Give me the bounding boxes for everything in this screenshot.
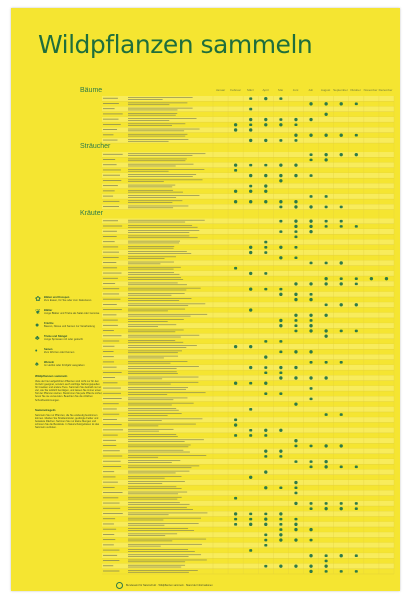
- harvest-mark: [279, 533, 282, 536]
- harvest-mark: [234, 434, 237, 437]
- harvest-mark: [310, 159, 313, 162]
- harvest-mark: [310, 460, 313, 463]
- harvest-mark: [279, 200, 282, 203]
- harvest-mark: [249, 518, 252, 521]
- harvest-mark: [264, 200, 267, 203]
- harvest-mark: [279, 486, 282, 489]
- harvest-mark: [355, 330, 358, 333]
- harvest-mark: [264, 533, 267, 536]
- harvest-mark: [279, 118, 282, 121]
- harvest-mark: [340, 502, 343, 505]
- legend-title: Blätter: [44, 309, 53, 312]
- harvest-mark: [310, 466, 313, 469]
- legend-text: Junge Sprossen roh oder gekocht: [44, 338, 83, 342]
- harvest-mark: [249, 123, 252, 126]
- harvest-mark: [264, 174, 267, 177]
- harvest-mark: [294, 282, 297, 285]
- month-8: September: [333, 88, 348, 92]
- legend-title: Samen: [44, 348, 53, 351]
- harvest-mark: [249, 523, 252, 526]
- legend-text: Zum Würzen oder Keimen: [44, 351, 75, 355]
- harvest-mark: [249, 185, 252, 188]
- legend-title: Wurzeln: [44, 361, 55, 364]
- harvest-mark: [249, 476, 252, 479]
- harvest-mark: [309, 102, 312, 105]
- harvest-mark: [324, 277, 327, 280]
- harvest-mark: [249, 164, 252, 167]
- harvest-mark: [249, 246, 252, 249]
- harvest-mark: [294, 293, 297, 296]
- sprout-icon: ♣: [35, 335, 40, 342]
- harvest-mark: [294, 134, 297, 137]
- harvest-mark: [279, 220, 282, 223]
- harvest-mark: [234, 497, 237, 500]
- harvest-mark: [324, 507, 327, 510]
- harvest-mark: [309, 205, 312, 208]
- harvest-mark: [355, 277, 358, 280]
- harvest-mark: [249, 97, 252, 100]
- harvest-mark: [249, 139, 252, 142]
- harvest-mark: [249, 366, 252, 369]
- harvest-mark: [355, 103, 358, 106]
- harvest-mark: [279, 230, 282, 233]
- harvest-mark: [340, 261, 343, 264]
- harvest-mark: [310, 174, 313, 177]
- harvest-mark: [340, 361, 343, 364]
- harvest-mark: [264, 97, 267, 100]
- harvest-mark: [249, 382, 252, 385]
- month-4: Mai: [278, 88, 283, 92]
- harvest-mark: [294, 324, 297, 327]
- harvest-mark: [279, 256, 282, 259]
- harvest-mark: [324, 102, 327, 105]
- section-title-1: Sträucher: [80, 143, 111, 151]
- harvest-mark: [279, 528, 282, 531]
- harvest-mark: [294, 402, 297, 405]
- harvest-mark: [355, 570, 358, 573]
- harvest-mark: [294, 123, 297, 126]
- harvest-mark: [325, 554, 328, 557]
- harvest-mark: [340, 444, 343, 447]
- harvest-mark: [385, 277, 388, 280]
- harvest-mark: [234, 512, 237, 515]
- harvest-mark: [264, 118, 267, 121]
- harvest-mark: [294, 236, 297, 239]
- harvest-mark: [310, 398, 313, 401]
- harvest-mark: [249, 345, 252, 348]
- harvest-mark: [234, 345, 237, 348]
- harvest-mark: [309, 298, 312, 301]
- harvest-mark: [234, 423, 237, 426]
- harvest-mark: [294, 163, 297, 166]
- harvest-mark: [234, 518, 237, 521]
- harvest-mark: [264, 371, 267, 374]
- harvest-mark: [309, 225, 312, 228]
- harvest-mark: [249, 434, 252, 437]
- harvest-mark: [325, 361, 328, 364]
- harvest-mark: [309, 134, 312, 137]
- harvest-mark: [264, 470, 267, 473]
- harvest-mark: [234, 382, 237, 385]
- harvest-mark: [325, 502, 328, 505]
- harvest-mark: [355, 507, 358, 510]
- harvest-mark: [249, 272, 252, 275]
- harvest-mark: [234, 418, 237, 421]
- harvest-mark: [294, 486, 297, 489]
- harvest-mark: [309, 282, 312, 285]
- harvest-mark: [279, 518, 282, 521]
- harvest-mark: [279, 288, 282, 291]
- harvest-mark: [264, 565, 267, 568]
- harvest-mark: [264, 190, 267, 193]
- harvest-mark: [324, 158, 327, 161]
- harvest-mark: [294, 538, 297, 541]
- harvest-mark: [279, 174, 282, 177]
- seed-icon: •: [35, 348, 38, 355]
- harvest-mark: [234, 267, 237, 270]
- harvest-mark: [264, 123, 267, 126]
- harvest-mark: [249, 513, 252, 516]
- harvest-mark: [355, 554, 358, 557]
- harvest-mark: [340, 303, 343, 306]
- harvest-mark: [340, 102, 343, 105]
- info-text: Sammeln Sie nur Pflanzen, die Sie eindeutig bestimmen können. Meiden Sie Straßenränder, gedüngte Felder und belastete Flächen. Nehmen Sie nur kleine Mengen und schonen Sie die Bestände. In Naturschutzgebieten ist das Sammeln verboten.: [35, 413, 100, 430]
- harvest-mark: [279, 340, 282, 343]
- legend-title: Triebe und Stängel: [44, 335, 68, 338]
- harvest-mark: [355, 153, 358, 156]
- harvest-mark: [309, 528, 312, 531]
- harvest-mark: [264, 251, 267, 254]
- harvest-mark: [355, 466, 358, 469]
- harvest-mark: [294, 298, 297, 301]
- harvest-mark: [340, 225, 343, 228]
- harvest-mark: [279, 366, 282, 369]
- harvest-mark: [279, 376, 282, 379]
- harvest-mark: [279, 512, 282, 515]
- harvest-mark: [279, 449, 282, 452]
- harvest-mark: [279, 429, 282, 432]
- harvest-mark: [340, 330, 343, 333]
- harvest-mark: [325, 570, 328, 573]
- harvest-mark: [264, 392, 267, 395]
- harvest-mark: [310, 507, 313, 510]
- harvest-mark: [294, 518, 297, 521]
- legend-column: [35, 296, 103, 429]
- logo-icon: [116, 582, 123, 589]
- harvest-mark: [309, 324, 312, 327]
- harvest-mark: [310, 445, 313, 448]
- month-9: Oktober: [350, 88, 361, 92]
- legend-item: [35, 348, 103, 355]
- harvest-mark: [234, 523, 237, 526]
- harvest-mark: [294, 481, 297, 484]
- harvest-mark: [310, 293, 313, 296]
- harvest-mark: [340, 507, 343, 510]
- harvest-mark: [294, 225, 297, 228]
- harvest-mark: [324, 460, 327, 463]
- harvest-mark: [249, 108, 252, 111]
- harvest-mark: [325, 206, 328, 209]
- harvest-mark: [234, 169, 237, 172]
- harvest-mark: [264, 544, 267, 547]
- harvest-mark: [355, 225, 358, 228]
- harvest-mark: [264, 246, 267, 249]
- harvest-mark: [264, 355, 267, 358]
- harvest-mark: [264, 513, 267, 516]
- month-10: November: [363, 88, 378, 92]
- harvest-mark: [264, 164, 267, 167]
- harvest-mark: [310, 195, 313, 198]
- harvest-mark: [279, 455, 282, 458]
- harvest-mark: [279, 324, 282, 327]
- harvest-mark: [309, 329, 312, 332]
- month-5: Juni: [292, 88, 299, 92]
- harvest-mark: [234, 200, 237, 203]
- harvest-mark: [294, 219, 297, 222]
- harvest-mark: [294, 564, 297, 567]
- harvest-mark: [310, 319, 313, 322]
- month-0: Januar: [215, 88, 226, 92]
- harvest-mark: [294, 439, 297, 442]
- harvest-mark: [294, 366, 297, 369]
- section-title-0: Bäume: [80, 87, 103, 94]
- harvest-mark: [264, 340, 267, 343]
- harvest-mark: [279, 392, 282, 395]
- harvest-mark: [340, 282, 343, 285]
- month-header: [213, 88, 393, 94]
- harvest-mark: [279, 564, 282, 567]
- harvest-mark: [324, 113, 327, 116]
- harvest-mark: [249, 174, 252, 177]
- harvest-mark: [279, 97, 282, 100]
- harvest-mark: [309, 564, 312, 567]
- harvest-mark: [309, 570, 312, 573]
- harvest-mark: [340, 277, 343, 280]
- harvest-mark: [249, 429, 252, 432]
- legend-item: [35, 335, 103, 342]
- harvest-mark: [264, 272, 267, 275]
- harvest-mark: [325, 225, 328, 228]
- harvest-mark: [279, 123, 282, 126]
- harvest-mark: [309, 118, 312, 121]
- harvest-mark: [324, 329, 327, 332]
- legend-item: [35, 322, 103, 329]
- harvest-mark: [234, 123, 237, 126]
- harvest-mark: [249, 408, 252, 411]
- harvest-mark: [234, 190, 237, 193]
- harvest-mark: [294, 330, 297, 333]
- harvest-mark: [294, 502, 297, 505]
- harvest-mark: [249, 308, 252, 311]
- harvest-mark: [310, 361, 313, 364]
- legend-item: [35, 309, 103, 316]
- harvest-mark: [264, 523, 267, 526]
- harvest-mark: [264, 434, 267, 437]
- harvest-mark: [264, 486, 267, 489]
- harvest-mark: [324, 334, 327, 337]
- harvest-mark: [340, 153, 343, 156]
- harvest-mark: [325, 262, 328, 265]
- harvest-mark: [294, 246, 297, 249]
- harvest-mark: [264, 539, 267, 542]
- harvest-mark: [279, 523, 282, 526]
- harvest-mark: [340, 554, 343, 557]
- harvest-mark: [264, 288, 267, 291]
- harvest-mark: [355, 303, 358, 306]
- harvest-mark: [294, 230, 297, 233]
- harvest-mark: [279, 319, 282, 322]
- harvest-mark: [264, 455, 267, 458]
- harvest-mark: [294, 460, 297, 463]
- harvest-mark: [249, 118, 252, 121]
- harvest-mark: [325, 195, 328, 198]
- month-6: Juli: [308, 88, 313, 92]
- harvest-mark: [309, 350, 312, 353]
- legend-title: Früchte: [44, 322, 54, 325]
- harvest-mark: [279, 139, 282, 142]
- harvest-mark: [340, 413, 343, 416]
- month-7: August: [320, 88, 331, 92]
- harvest-mark: [324, 134, 327, 137]
- root-icon: ♠: [35, 361, 39, 368]
- harvest-mark: [294, 319, 297, 322]
- harvest-mark: [294, 118, 297, 121]
- month-2: März: [247, 88, 254, 92]
- harvest-mark: [310, 153, 313, 156]
- harvest-mark: [294, 376, 297, 379]
- footer: [116, 582, 276, 589]
- harvest-mark: [340, 466, 343, 469]
- footer-text: Bundesamt für Naturschutz · Wildpflanzen sammeln · Stand der Informationen: [126, 584, 213, 587]
- flower-icon: ✿: [35, 296, 41, 303]
- harvest-mark: [294, 492, 297, 495]
- leaf-icon: ❦: [35, 309, 41, 316]
- harvest-mark: [324, 564, 327, 567]
- harvest-mark: [324, 153, 327, 156]
- harvest-mark: [324, 314, 327, 317]
- poster: [11, 8, 400, 591]
- harvest-mark: [279, 293, 282, 296]
- harvest-mark: [294, 139, 297, 142]
- harvest-mark: [370, 277, 373, 280]
- harvest-mark: [309, 314, 312, 317]
- harvest-mark: [234, 128, 237, 131]
- harvest-mark: [309, 376, 312, 379]
- harvest-mark: [279, 371, 282, 374]
- month-1: Februar: [230, 88, 241, 92]
- harvest-mark: [355, 283, 358, 286]
- harvest-mark: [234, 163, 237, 166]
- poster-title: Wildpflanzen sammeln: [38, 30, 313, 59]
- harvest-mark: [340, 134, 343, 137]
- harvest-mark: [294, 523, 297, 526]
- info-text: Viele der hier aufgeführten Pflanzen sind nicht nur für den Verzehr geeignet, sondern auch wichtige Nahrungsquellen für Insekten und andere Tiere. Sammeln Sie deshalb nur so viel, wie Sie wirklich benötigen, und lassen Sie immer einen Teil der Pflanzen stehen. Bestimmen Sie jede Pflanze sicher, bevor Sie sie verwenden. Beachten Sie die örtlichen Schutzbestimmungen.: [35, 380, 103, 402]
- harvest-mark: [264, 366, 267, 369]
- harvest-mark: [279, 246, 282, 249]
- harvest-mark: [249, 128, 252, 131]
- harvest-mark: [309, 219, 312, 222]
- harvest-mark: [310, 539, 313, 542]
- harvest-mark: [294, 174, 297, 177]
- harvest-mark: [279, 538, 282, 541]
- harvest-mark: [310, 262, 313, 265]
- harvest-mark: [249, 200, 252, 203]
- harvest-mark: [264, 382, 267, 385]
- harvest-mark: [340, 206, 343, 209]
- legend-text: Junge Blätter und Triebe als Salat oder Gemüse: [44, 312, 100, 316]
- harvest-mark: [264, 184, 267, 187]
- harvest-mark: [294, 445, 297, 448]
- harvest-mark: [309, 230, 312, 233]
- harvest-mark: [355, 134, 358, 137]
- harvest-mark: [325, 220, 328, 223]
- harvest-mark: [325, 413, 328, 416]
- legend-title: Blüten und Knospen: [44, 296, 70, 299]
- harvest-mark: [310, 387, 313, 390]
- legend-text: Zum Essen, für Tee oder zum Dekorieren: [44, 299, 92, 303]
- harvest-mark: [310, 502, 313, 505]
- legend-item: [35, 296, 103, 303]
- harvest-mark: [324, 444, 327, 447]
- harvest-mark: [264, 429, 267, 432]
- harvest-mark: [249, 287, 252, 290]
- harvest-mark: [249, 549, 252, 552]
- harvest-mark: [355, 502, 358, 505]
- month-3: April: [262, 88, 269, 92]
- harvest-mark: [309, 554, 312, 557]
- legend-text: Beeren, Nüsse und Samen zur Verarbeitung: [44, 325, 95, 329]
- harvest-mark: [264, 241, 267, 244]
- harvest-mark: [294, 350, 297, 353]
- harvest-mark: [264, 517, 267, 520]
- harvest-mark: [294, 314, 297, 317]
- legend-text: Im Herbst oder Frühjahr ausgraben: [44, 364, 85, 368]
- harvest-mark: [264, 139, 267, 142]
- harvest-mark: [324, 376, 327, 379]
- harvest-mark: [340, 220, 343, 223]
- harvest-mark: [325, 303, 328, 306]
- harvest-mark: [264, 449, 267, 452]
- harvest-mark: [325, 560, 328, 563]
- harvest-mark: [324, 282, 327, 285]
- harvest-mark: [279, 206, 282, 209]
- harvest-mark: [340, 570, 343, 573]
- month-11: Dezember: [378, 88, 393, 92]
- harvest-mark: [294, 200, 297, 203]
- harvest-mark: [294, 205, 297, 208]
- section-title-2: Kräuter: [80, 209, 103, 217]
- fruit-icon: ●: [35, 322, 40, 329]
- harvest-mark: [279, 163, 282, 166]
- harvest-mark: [294, 256, 297, 259]
- info-heading: Sammelregeln: [35, 407, 56, 412]
- harvest-mark: [249, 190, 252, 193]
- harvest-mark: [324, 465, 327, 468]
- harvest-mark: [279, 179, 282, 182]
- harvest-mark: [279, 351, 282, 354]
- legend-item: [35, 361, 103, 368]
- harvest-mark: [249, 251, 252, 254]
- harvest-mark: [294, 528, 297, 531]
- info-heading: Wildpflanzen sammeln: [35, 374, 68, 378]
